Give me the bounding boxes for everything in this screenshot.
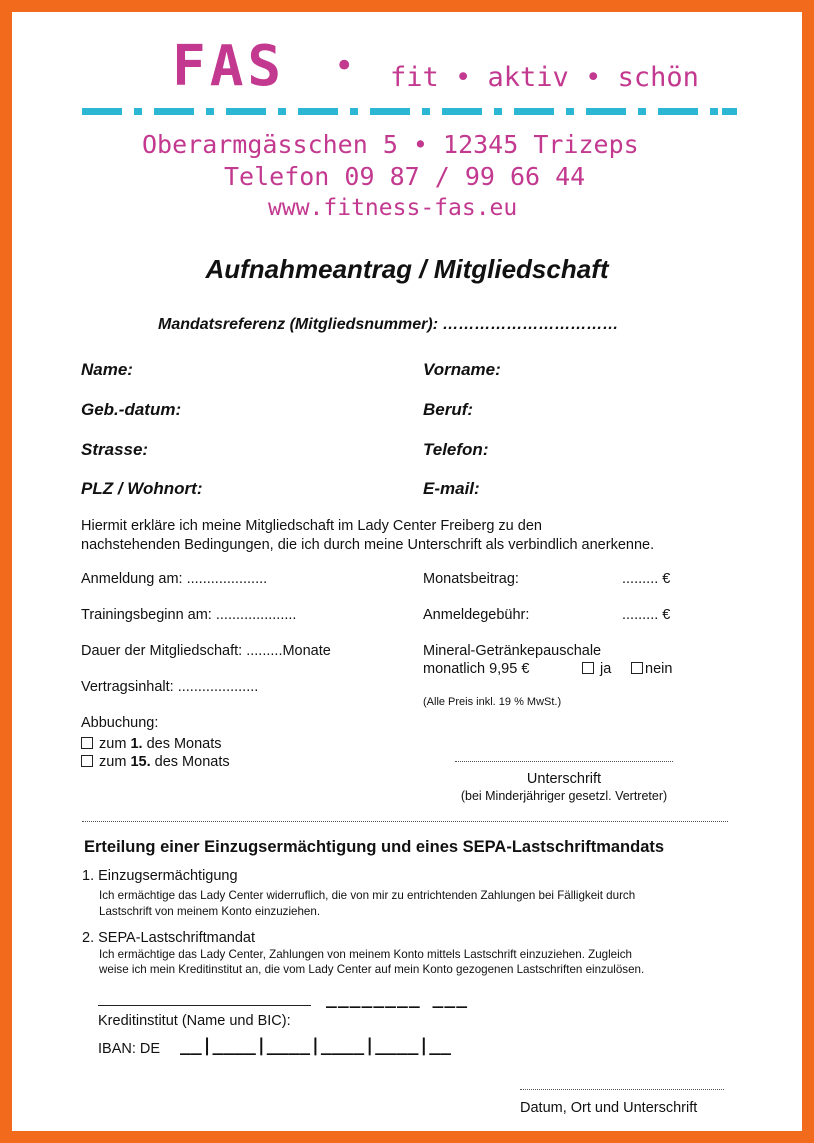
mandate-reference <box>158 316 619 334</box>
abbuchung-1-pre: zum <box>99 736 127 752</box>
phone: Telefon 09 87 / 99 66 44 <box>224 162 586 191</box>
vertragsinhalt-field[interactable]: Vertragsinhalt: .................... <box>81 679 259 695</box>
field-beruf[interactable]: Beruf: <box>423 400 474 419</box>
abbuchung-15-pre: zum <box>99 754 127 770</box>
sepa-item1-line1: Ich ermächtige das Lady Center widerruflich, die von mir zu entrichtenden Zahlungen bei Fälligkeit durch <box>99 889 636 902</box>
logo-name: FAS <box>172 34 286 99</box>
field-name[interactable]: Name: <box>81 360 133 379</box>
field-geb-datum[interactable]: Geb.-datum: <box>81 400 182 419</box>
website[interactable]: www.fitness-fas.eu <box>268 195 518 221</box>
abbuchung-1-num: 1. <box>130 736 143 752</box>
option-ja-label: ja <box>600 661 612 677</box>
sepa-item2-line1: Ich ermächtige das Lady Center, Zahlungen von meinem Konto mittels Lastschrift einzuziehen. Zugleich <box>99 948 632 961</box>
abbuchung-15-post: des Monats <box>154 754 230 770</box>
address: Oberarmgässchen 5 • 12345 Trizeps <box>142 130 639 159</box>
anmeldegebuehr-field[interactable]: ......... € <box>622 607 671 623</box>
declaration-line-2: nachstehenden Bedingungen, die ich durch meine Unterschrift als verbindlich anerkenne. <box>81 537 655 553</box>
option-ja[interactable] <box>582 661 611 677</box>
sepa-item1-title: 1. Einzugsermächtigung <box>82 868 238 884</box>
mandate-input[interactable]: …………………………… <box>442 316 619 333</box>
trainingsbeginn-field[interactable]: Trainingsbeginn am: .................... <box>81 607 297 623</box>
sepa-item1-line2: Lastschrift von meinem Konto einzuziehen. <box>99 905 321 918</box>
form-page <box>12 12 802 1131</box>
field-email[interactable]: E-mail: <box>423 479 480 498</box>
footer-signature-line[interactable] <box>520 1089 724 1090</box>
field-strasse[interactable]: Strasse: <box>81 440 149 459</box>
section-divider <box>82 821 728 822</box>
signature-note: (bei Minderjähriger gesetzl. Vertreter) <box>460 789 668 803</box>
logo-dot: • <box>334 46 355 86</box>
abbuchung-option-15[interactable] <box>81 754 230 770</box>
bic-input[interactable]: ________ ___ <box>326 988 469 1009</box>
field-plz-wohnort[interactable]: PLZ / Wohnort: <box>81 479 203 498</box>
checkbox-abbuchung-15[interactable] <box>81 755 93 767</box>
monatsbeitrag-field[interactable]: ......... € <box>622 571 671 587</box>
checkbox-ja[interactable] <box>582 662 594 674</box>
sepa-item2-line2: weise ich mein Kreditinstitut an, die vom Lady Center auf mein Konto gezogenen Lastschriften einzulösen. <box>99 963 645 976</box>
page-title: Aufnahmeantrag / Mitgliedschaft <box>205 254 609 284</box>
kreditinstitut-label: Kreditinstitut (Name und BIC): <box>98 1013 291 1029</box>
getraenke-price: monatlich 9,95 € <box>423 661 530 677</box>
abbuchung-15-num: 15. <box>130 754 151 770</box>
dauer-field[interactable]: Dauer der Mitgliedschaft: .........Monate <box>81 643 331 659</box>
iban-label: IBAN: DE <box>98 1041 161 1057</box>
option-nein-label: nein <box>645 661 673 677</box>
abbuchung-option-1[interactable] <box>81 736 222 752</box>
abbuchung-1-post: des Monats <box>146 736 222 752</box>
kreditinstitut-line[interactable] <box>98 1005 311 1006</box>
sepa-title: Erteilung einer Einzugsermächtigung und eines SEPA-Lastschriftmandats <box>84 838 665 856</box>
footer-signature-label: Datum, Ort und Unterschrift <box>520 1100 698 1116</box>
signature-line[interactable] <box>455 761 673 762</box>
signature-label: Unterschrift <box>526 771 602 787</box>
checkbox-nein[interactable] <box>631 662 643 674</box>
checkbox-abbuchung-1[interactable] <box>81 737 93 749</box>
mandate-label: Mandatsreferenz (Mitgliedsnummer): <box>158 316 439 333</box>
iban-input[interactable]: __|____|____|____|____|__ <box>180 1035 451 1056</box>
sepa-item2-title: 2. SEPA-Lastschriftmandat <box>82 930 256 946</box>
abbuchung-label: Abbuchung: <box>81 715 159 731</box>
monatsbeitrag-label: Monatsbeitrag: <box>423 571 519 587</box>
field-vorname[interactable]: Vorname: <box>423 360 501 379</box>
getraenke-label: Mineral-Getränkepauschale <box>423 643 602 659</box>
option-nein[interactable] <box>631 661 672 677</box>
anmeldegebuehr-label: Anmeldegebühr: <box>423 607 530 623</box>
logo-stripe <box>82 108 737 115</box>
anmeldung-field[interactable]: Anmeldung am: .................... <box>81 571 268 587</box>
field-telefon[interactable]: Telefon: <box>423 440 489 459</box>
declaration-line-1: Hiermit erkläre ich meine Mitgliedschaft im Lady Center Freiberg zu den <box>81 518 542 534</box>
preise-note: (Alle Preis inkl. 19 % MwSt.) <box>423 696 562 708</box>
tagline: fit • aktiv • schön <box>390 62 699 93</box>
